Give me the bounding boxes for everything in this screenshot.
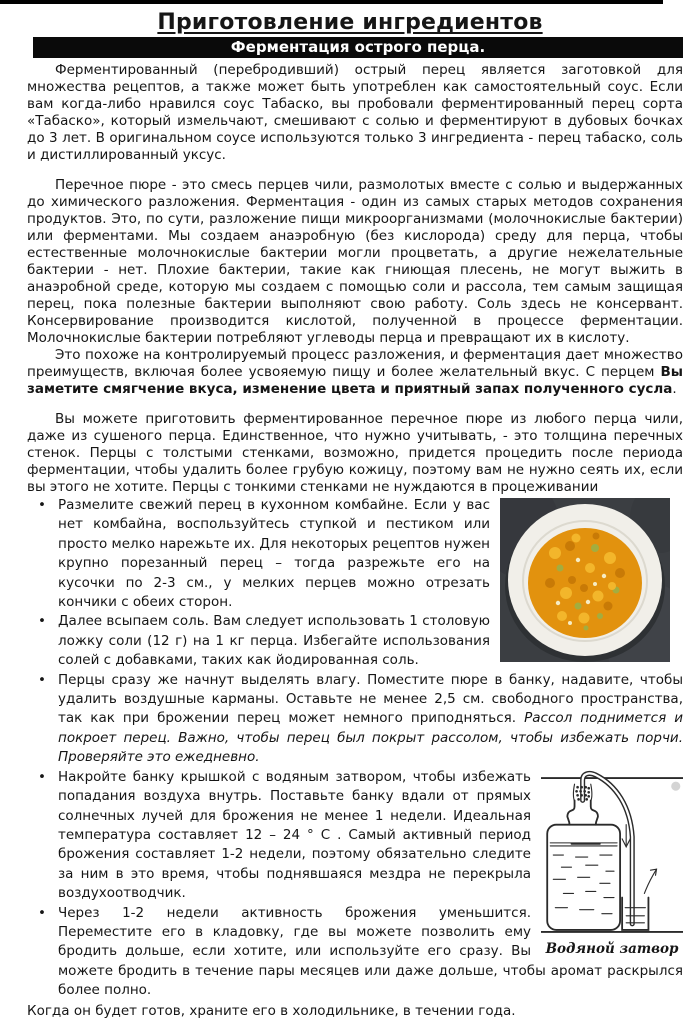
para-any-pepper: Вы можете приготовить ферментированное перечное пюре из любого перца чили, даже из сушеного перца. Единственное, что нужно учитывать, - это толщина перечных стенок. Перцы с толстыми стенками, возможно, придется процедить после периода ферментации, чтобы удалить более грубую кожицу, поэтому вам не нужно сеять их, если вы этого не хотите. Перцы с тонкими стенками не нуждаются в процеживании [27, 411, 683, 495]
bullet-salt: • Далее всыпаем соль. Вам следует использовать 1 столовую ложку соли (12 г) на 1 кг перца. Избегайте использования солей с добавками, таких как йодированная соль. [27, 612, 683, 670]
para-benefits [27, 347, 683, 398]
figure-caption: Водяной затвор [545, 940, 679, 957]
para-closing: Когда он будет готов, храните его в холодильнике, в течении года. [27, 1002, 516, 1019]
top-rule [0, 0, 663, 4]
bullet-grind: • Размелите свежий перец в кухонном комбайне. Если у вас нет комбайна, воспользуйтесь ступкой и пестиком или просто мелко нарежьте их. Для некоторых рецептов нужен крупно порезанный перец – тогда разрежьте его на кусочки по 2-3 см., у мелких перцев можно отрезать кончики с обеих сторон. [27, 496, 683, 612]
document-body [0, 58, 700, 1020]
para-puree: Перечное пюре - это смесь перцев чили, размолотых вместе с солью и выдержанных до химического разложения. Ферментация - один из самых старых методов сохранения продуктов. Это, по сути, разложение пищи микроорганизмами (молочнокислые бактерии) или ферментами. Мы создаем анаэробную (без кислорода) среду для перца, чтобы естественные молочнокислые бактерии могли процветать, а другие нежелательные бактерии - нет. Плохие бактерии, такие как гниющая плесень, не могут выжить в анаэробной среде, которую мы создаем с помощью соли и рассола, тем самым защищая перец, пока полезные бактерии выполняют свою работу. Соль здесь не консервант. Консервирование производится кислотой, полученной в процессе ферментации. Молочнокислые бактерии потребляют углеводы перца и превращают их в кислоту. [27, 177, 683, 346]
steps-list [27, 496, 683, 1020]
bullet-jar-text: Перцы сразу же начнут выделять влагу. Поместите пюре в банку, надавите, чтобы удалить воздушные карманы. Оставьте не менее 2,5 см. свободного пространства, так как при брожении перец может немного приподняться. [58, 671, 683, 727]
bullet-jar-italic: Рассол поднимется и покроет перец. Важно, чтобы перец был покрыт рассолом, чтобы избежать порчи. Проверяйте это ежедневно. [58, 710, 684, 766]
para-intro: Ферментированный (перебродивший) острый перец является заготовкой для множества рецептов, а также может быть употреблен как самостоятельный соус. Если вам когда-либо нравился соус Табаско, вы пробовали ферментированный перец сорта «Табаско», который измельчают, смешивают с солью и ферментируют в дубовых бочках до 3 лет. В оригинальном соусе используются только 3 ингредиента - перец табаско, соль и дистиллированный уксус. [27, 62, 683, 163]
page-title: Приготовление ингредиентов [157, 10, 543, 35]
para-benefits-text: Это похоже на контролируемый процесс разложения, и ферментация дает множество преимуществ, включая более усвояемую пищу и более желательный вкус. С перцем [27, 347, 683, 380]
para-benefits-period: . [672, 381, 677, 397]
bullet-airlock: • Накройте банку крышкой с водяным затвором, чтобы избежать попадания воздуха внутрь. Поставьте банку вдали от прямых солнечных лучей для брожения не менее 1 недели. Идеальная температура составляет 12 – 24 ° С . Самый активный период брожения составляет 1-2 недели, поэтому обязательно следите за ним в это время, чтобы поднявшаяся мездра не перекрыла воздухоотводчик. [27, 768, 683, 904]
bullet-storage: • Через 1-2 недели активность брожения уменьшится. Переместите его в кладовку, где вы можете позволить ему бродить дольше, если хотите, или используйте его сразу. Вы можете бродить в течение пары месяцев или даже дольше, чтобы аромат раскрылся более полно. [27, 904, 683, 1001]
section-banner: Ферментация острого перца. [33, 37, 683, 58]
bullet-jar [27, 671, 683, 768]
para-benefits-bold: Вы заметите смягчение вкуса, изменение цвета и приятный запах полученного сусла [27, 364, 683, 397]
